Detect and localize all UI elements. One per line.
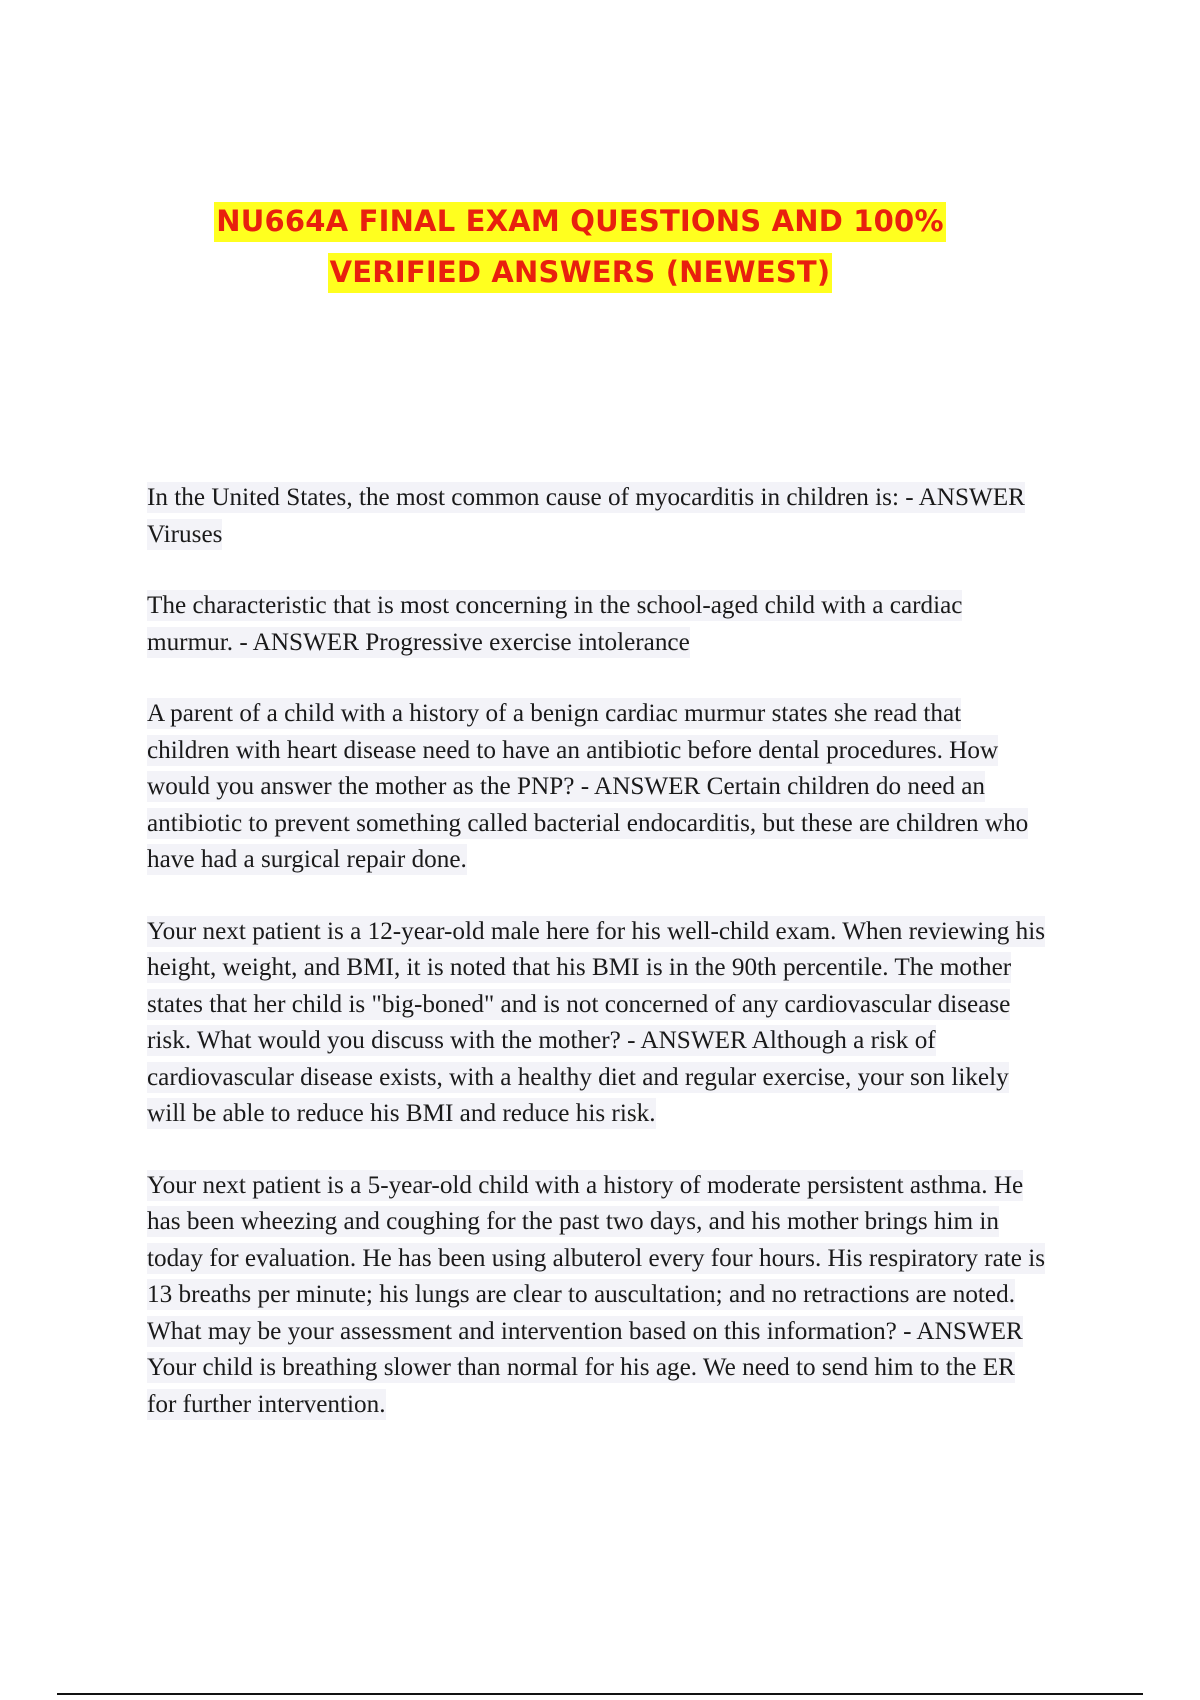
qa-item <box>147 588 1047 661</box>
title-line-2: VERIFIED ANSWERS (NEWEST) <box>328 253 833 293</box>
qa-item <box>147 480 1047 553</box>
qa-text: Your next patient is a 5-year-old child with a history of moderate persistent asthma. He has been wheezing and coughing for the past two days, and his mother brings him in today for evaluation. He has been using albuterol every four hours. His respiratory rate is 13 breaths per minute; his lungs are clear to auscultation; and no retractions are noted. What may be your assessment and intervention based on this information? - ANSWER Your child is breathing slower than normal for his age. We need to send him to the ER for further intervention. <box>147 1171 1046 1418</box>
title-line-1: NU664A FINAL EXAM QUESTIONS AND 100% <box>214 202 945 242</box>
footer-divider <box>57 1693 1143 1695</box>
qa-item <box>147 1168 1047 1424</box>
qa-item <box>147 696 1047 879</box>
qa-list <box>147 480 1047 1458</box>
qa-text: The characteristic that is most concerning in the school-aged child with a cardiac murmur. - ANSWER Progressive exercise intolerance <box>147 592 963 656</box>
qa-item <box>147 914 1047 1133</box>
qa-text: In the United States, the most common cause of myocarditis in children is: - ANSWER Viruses <box>147 484 1025 548</box>
document-title <box>0 196 1160 298</box>
qa-text: Your next patient is a 12-year-old male here for his well-child exam. When reviewing his height, weight, and BMI, it is noted that his BMI is in the 90th percentile. The mother states that her child is "big-boned" and is not concerned of any cardiovascular disease risk. What would you discuss with the mother? - ANSWER Although a risk of cardiovascular disease exists, with a healthy diet and regular exercise, your son likely will be able to reduce his BMI and reduce his risk. <box>147 917 1046 1127</box>
qa-text: A parent of a child with a history of a benign cardiac murmur states she read that children with heart disease need to have an antibiotic before dental procedures. How would you answer the mother as the PNP? - ANSWER Certain children do need an antibiotic to prevent something called bacterial endocarditis, but these are children who have had a surgical repair done. <box>147 700 1029 873</box>
